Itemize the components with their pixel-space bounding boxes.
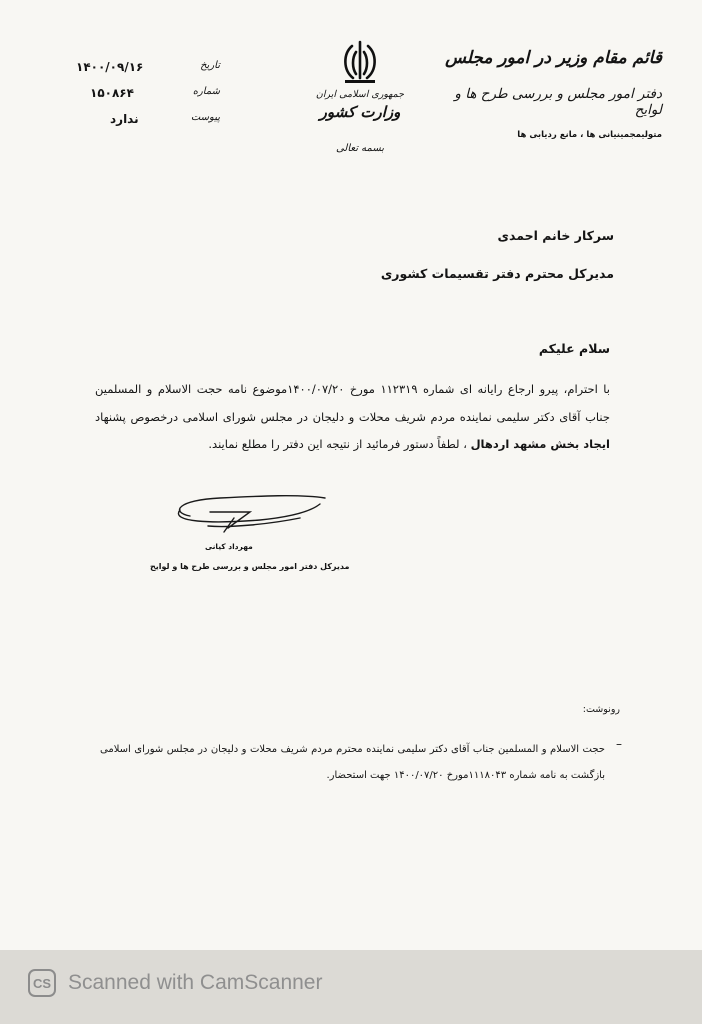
signature-icon — [150, 482, 350, 572]
country-name: جمهوری اسلامی ایران — [315, 89, 405, 100]
attachment-row — [70, 112, 220, 138]
org-subline: متولیمجمینیانی ها ، مانع ردیابی ها — [517, 130, 662, 140]
date-value: ۱۴۰۰/۰۹/۱۶ — [76, 60, 144, 74]
camscanner-watermark — [28, 968, 322, 998]
org-title: قائم مقام وزیر در امور مجلس — [445, 48, 662, 68]
signatory-title: مدیرکل دفتر امور مجلس و بررسی طرح ها و لوایح — [150, 562, 350, 571]
recipient-name: سرکار خانم احمدی — [497, 228, 614, 243]
recipient-title: مدیرکل محترم دفتر تقسیمات کشوری — [380, 266, 614, 281]
date-row — [70, 60, 220, 86]
body-text-part2: ، لطفاً دستور فرمائید از نتیجه این دفتر را مطلع نمایند. — [208, 437, 467, 451]
body-text-part1: با احترام، پیرو ارجاع رایانه ای شماره ۱۱۲۳۱۹ مورخ ۱۴۰۰/۰۷/۲۰موضوع نامه حجت الاسلام و المسلمین جناب آقای دکتر سلیمی نماینده مردم شریف محلات و دلیجان در مجلس شورای اسلامی درخصوص پشنهاد — [95, 382, 610, 424]
copy-label: رونوشت: — [582, 704, 620, 715]
number-label: شماره — [192, 86, 220, 97]
ministry-name: وزارت کشور — [319, 103, 401, 121]
letterhead-org — [432, 48, 662, 140]
basmala: بسمه تعالی — [335, 143, 385, 154]
greeting: سلام علیکم — [538, 341, 610, 356]
letter-body — [95, 376, 610, 459]
copy-bullet: – — [616, 737, 622, 751]
number-value: ۱۵۰۸۶۴ — [90, 86, 134, 100]
watermark-text: Scanned with CamScanner — [68, 971, 323, 994]
camscanner-logo-icon: CS — [28, 969, 56, 997]
copy-text: حجت الاسلام و المسلمین جناب آقای دکتر سلیمی نماینده محترم مردم شریف محلات و دلیجان در مجلس شورای اسلامی بازگشت به نامه شماره ۱۱۱۸۰۴۳مورخ ۱۴۰۰/۰۷/۲۰ جهت استحضار. — [100, 744, 605, 781]
attachment-value: ندارد — [110, 112, 139, 126]
letterhead-emblem — [310, 38, 410, 154]
date-label: تاریخ — [200, 60, 220, 71]
iran-emblem-icon — [337, 38, 383, 86]
signatory-name: مهرداد کیانی — [205, 542, 253, 551]
letter-meta — [70, 60, 220, 138]
attachment-label: پیوست — [190, 112, 220, 123]
org-department: دفتر امور مجلس و بررسی طرح ها و لوایح — [454, 86, 662, 118]
number-row — [70, 86, 220, 112]
body-text-highlight: ایجاد بخش مشهد اردهال — [470, 437, 610, 451]
